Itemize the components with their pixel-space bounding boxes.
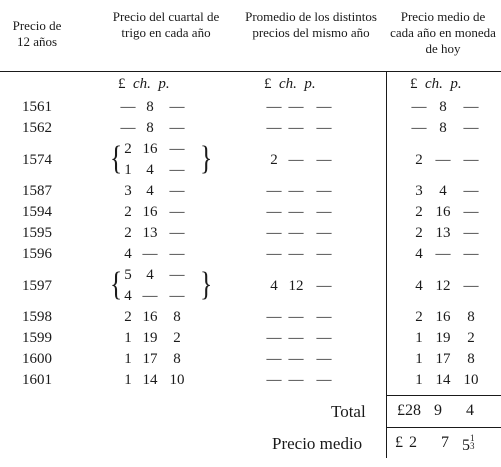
price-cell: 4 <box>124 288 132 304</box>
price-cell: 1 <box>124 330 132 346</box>
price-cell: 8 <box>173 309 181 325</box>
average-pounds: 2 <box>409 434 417 451</box>
price-cell: 2 <box>124 225 132 241</box>
price-cell: — <box>169 267 185 283</box>
current-price-cell: 2 <box>415 204 423 220</box>
year-cell: 1598 <box>22 309 52 325</box>
year-cell: 1600 <box>22 351 52 367</box>
year-cell: 1595 <box>22 225 52 241</box>
average-cell: — <box>288 309 304 325</box>
total-pounds: £28 <box>397 402 421 419</box>
header-year: Precio de 12 años <box>12 18 62 49</box>
price-cell: 1 <box>124 162 132 178</box>
average-cell: — <box>316 330 332 346</box>
average-pence <box>462 434 475 455</box>
current-price-cell: 19 <box>435 330 451 346</box>
current-price-cell: 16 <box>435 204 451 220</box>
current-price-cell: 4 <box>415 246 423 262</box>
units-col3: £ ch. p. <box>264 76 316 92</box>
average-cell: 2 <box>270 151 278 168</box>
price-cell: 2 <box>173 330 181 346</box>
total-pence: 4 <box>466 402 474 419</box>
header-average-price: Promedio de los distintos precios del mismo año <box>245 9 377 40</box>
units-col2: £ ch. p. <box>118 76 170 92</box>
price-cell: — <box>169 183 185 199</box>
fraction-denominator: 3 <box>470 441 475 451</box>
price-cell: — <box>120 120 136 136</box>
average-cell: 12 <box>288 277 304 294</box>
brace-left-1574: { <box>110 140 123 177</box>
average-shillings: 7 <box>441 434 449 451</box>
price-cell: 14 <box>142 372 158 388</box>
brace-left-1597: { <box>110 266 123 303</box>
column-rule <box>386 71 387 458</box>
average-cell: — <box>288 99 304 115</box>
average-pence-fraction <box>470 434 475 450</box>
average-cell: 4 <box>270 277 278 294</box>
average-cell: — <box>316 225 332 241</box>
average-cell: — <box>288 330 304 346</box>
current-price-cell: — <box>463 204 479 220</box>
price-cell: — <box>169 246 185 262</box>
current-price-cell: — <box>463 120 479 136</box>
average-pound-sign: £ <box>395 434 403 451</box>
price-cell: 17 <box>142 351 158 367</box>
header-price-per-quarter: Precio del cuartal de trigo en cada año <box>112 9 220 40</box>
average-cell: — <box>316 277 332 294</box>
average-cell: — <box>266 204 282 220</box>
current-price-cell: 4 <box>415 277 423 294</box>
price-cell: 16 <box>142 309 158 325</box>
year-cell: 1599 <box>22 330 52 346</box>
price-cell: 2 <box>124 141 132 157</box>
average-cell: — <box>316 309 332 325</box>
current-price-cell: — <box>463 183 479 199</box>
units-col4: £ ch. p. <box>410 76 462 92</box>
current-price-cell: — <box>411 99 427 115</box>
average-cell: — <box>316 372 332 388</box>
year-cell: 1561 <box>22 99 52 115</box>
current-price-cell: 13 <box>435 225 451 241</box>
average-cell: — <box>266 225 282 241</box>
year-cell: 1601 <box>22 372 52 388</box>
current-price-cell: — <box>463 225 479 241</box>
price-cell: — <box>120 99 136 115</box>
current-price-cell: 8 <box>439 120 447 136</box>
price-cell: 8 <box>146 120 154 136</box>
current-price-cell: 2 <box>415 309 423 325</box>
current-price-cell: — <box>463 246 479 262</box>
average-cell: — <box>266 120 282 136</box>
year-cell: 1597 <box>22 277 52 294</box>
price-cell: — <box>142 288 158 304</box>
current-price-cell: — <box>463 151 479 168</box>
current-price-cell: 2 <box>415 151 423 168</box>
current-price-cell: 2 <box>467 330 475 346</box>
year-cell: 1594 <box>22 204 52 220</box>
average-cell: — <box>316 183 332 199</box>
current-price-cell: — <box>411 120 427 136</box>
average-cell: — <box>288 120 304 136</box>
current-price-cell: 10 <box>463 372 479 388</box>
average-cell: — <box>288 351 304 367</box>
current-price-cell: 16 <box>435 309 451 325</box>
price-cell: 8 <box>146 99 154 115</box>
average-cell: — <box>266 351 282 367</box>
price-cell: 4 <box>124 246 132 262</box>
price-cell: 5 <box>124 267 132 283</box>
price-cell: — <box>169 288 185 304</box>
price-cell: — <box>169 99 185 115</box>
average-cell: — <box>266 246 282 262</box>
price-cell: 4 <box>146 267 154 283</box>
price-cell: 2 <box>124 309 132 325</box>
price-cell: 10 <box>169 372 185 388</box>
total-label: Total <box>331 402 366 421</box>
price-cell: 8 <box>173 351 181 367</box>
average-cell: — <box>266 99 282 115</box>
average-cell: — <box>288 151 304 168</box>
price-cell: 13 <box>142 225 158 241</box>
current-price-cell: 8 <box>467 351 475 367</box>
price-cell: — <box>169 141 185 157</box>
average-cell: — <box>316 120 332 136</box>
price-cell: — <box>169 120 185 136</box>
year-cell: 1587 <box>22 183 52 199</box>
price-cell: 4 <box>146 162 154 178</box>
current-price-cell: 17 <box>435 351 451 367</box>
price-cell: 2 <box>124 204 132 220</box>
average-cell: — <box>266 372 282 388</box>
average-cell: — <box>316 99 332 115</box>
total-shillings: 9 <box>434 402 442 419</box>
average-label: Precio medio <box>272 434 363 453</box>
current-price-cell: 1 <box>415 351 423 367</box>
average-cell: — <box>316 351 332 367</box>
average-cell: — <box>288 183 304 199</box>
average-cell: — <box>288 246 304 262</box>
average-cell: — <box>266 330 282 346</box>
header-rule <box>0 71 501 72</box>
total-rule-top <box>386 395 501 396</box>
brace-right-1597: } <box>200 266 213 303</box>
price-cell: — <box>142 246 158 262</box>
total-rule-bottom <box>386 427 501 428</box>
current-price-cell: 12 <box>435 277 451 294</box>
average-cell: — <box>266 183 282 199</box>
current-price-cell: 2 <box>415 225 423 241</box>
current-price-cell: 3 <box>415 183 423 199</box>
current-price-cell: 1 <box>415 330 423 346</box>
current-price-cell: — <box>435 246 451 262</box>
average-pence-whole: 5 <box>462 437 470 454</box>
average-cell: — <box>316 246 332 262</box>
header-current-currency-price: Precio medio de cada año en moneda de hoy <box>390 9 496 56</box>
average-cell: — <box>288 204 304 220</box>
year-cell: 1562 <box>22 120 52 136</box>
price-cell: 3 <box>124 183 132 199</box>
current-price-cell: 1 <box>415 372 423 388</box>
average-cell: — <box>288 225 304 241</box>
average-cell: — <box>316 204 332 220</box>
price-cell: 16 <box>142 141 158 157</box>
price-cell: 1 <box>124 372 132 388</box>
average-cell: — <box>266 309 282 325</box>
current-price-cell: — <box>435 151 451 168</box>
price-cell: — <box>169 204 185 220</box>
average-cell: — <box>316 151 332 168</box>
fraction-numerator: 1 <box>470 433 475 443</box>
price-cell: 4 <box>146 183 154 199</box>
price-cell: — <box>169 225 185 241</box>
current-price-cell: 14 <box>435 372 451 388</box>
current-price-cell: 8 <box>439 99 447 115</box>
current-price-cell: — <box>463 277 479 294</box>
price-cell: 19 <box>142 330 158 346</box>
current-price-cell: 8 <box>467 309 475 325</box>
year-cell: 1574 <box>22 151 52 168</box>
price-cell: 16 <box>142 204 158 220</box>
current-price-cell: — <box>463 99 479 115</box>
brace-right-1574: } <box>200 140 213 177</box>
price-cell: — <box>169 162 185 178</box>
price-cell: 1 <box>124 351 132 367</box>
year-cell: 1596 <box>22 246 52 262</box>
current-price-cell: 4 <box>439 183 447 199</box>
average-cell: — <box>288 372 304 388</box>
